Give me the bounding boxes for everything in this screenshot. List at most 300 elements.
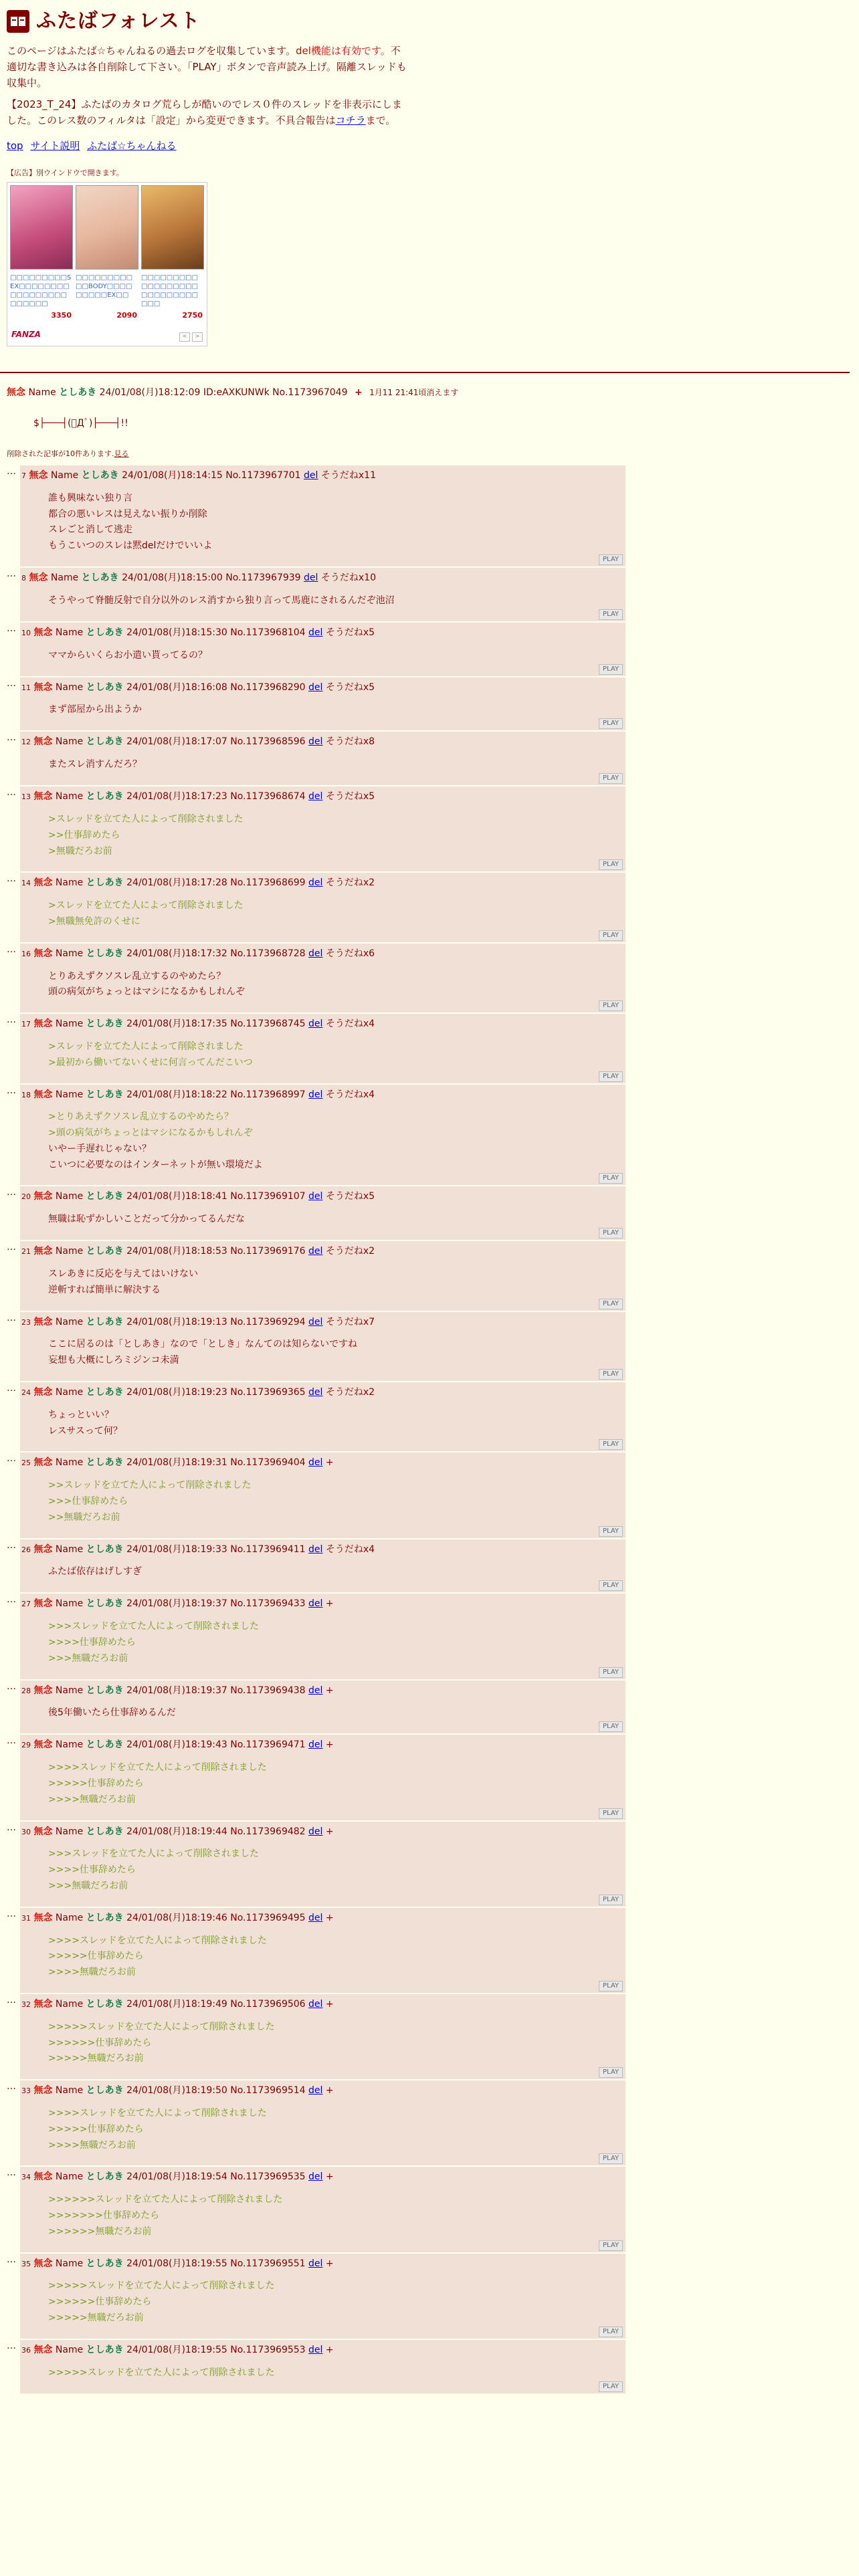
reply-marker: … <box>7 1312 15 1323</box>
ad-image[interactable] <box>141 185 204 270</box>
post-datetime: 24/01/08(月)18:17:28 <box>126 877 227 889</box>
post-header <box>21 1997 623 2013</box>
name-label: Name <box>55 1912 84 1923</box>
name-label: Name <box>55 1998 84 2010</box>
play-button[interactable]: PLAY <box>599 2240 623 2251</box>
post-number[interactable]: No.1173968699 <box>230 877 306 889</box>
reply-marker: … <box>7 1539 15 1551</box>
del-link[interactable]: del <box>308 1739 323 1751</box>
sodane-button[interactable]: + <box>325 2258 334 2269</box>
futaba-link[interactable]: ふたば☆ちゃんねる <box>87 140 177 152</box>
reply-row <box>7 1908 852 1993</box>
post-datetime: 24/01/08(月)18:15:00 <box>122 572 223 583</box>
reply-row <box>7 623 852 676</box>
post-header <box>21 1016 623 1033</box>
sodane-button[interactable]: + <box>325 2171 334 2183</box>
sodane-button[interactable]: そうだねx4 <box>325 1018 375 1030</box>
reply-post <box>20 1312 626 1381</box>
quote-line: >>無職だろお前 <box>48 1511 120 1523</box>
sodane-button[interactable]: そうだねx6 <box>325 948 375 959</box>
play-button[interactable]: PLAY <box>599 554 623 565</box>
ad-label: 【広告】別ウインドウで開きます。 <box>7 169 124 177</box>
post-subject: 無念 <box>33 877 53 889</box>
poster-name: としあき <box>86 877 124 889</box>
sodane-button[interactable]: そうだねx5 <box>325 791 375 802</box>
ad-title[interactable]: □□□□□□□□□□□BODY□□□□□□□□□EX□□ <box>76 274 133 299</box>
reply-index: 21 <box>21 1247 31 1257</box>
post-body <box>48 1564 623 1580</box>
reply-marker: … <box>7 1242 15 1253</box>
del-link[interactable]: del <box>308 1598 323 1610</box>
body-line: 妄想も大概にしろミジンコ未満 <box>48 1355 179 1366</box>
post-header <box>21 1911 623 1927</box>
post-number[interactable]: No.1173969176 <box>230 1246 306 1257</box>
play-button[interactable]: PLAY <box>599 718 623 729</box>
ad-title[interactable]: □□□□□□□□□SEX□□□□□□□□□□□□□□□□□□□□□□□ <box>10 274 72 308</box>
reply-footer <box>21 667 623 676</box>
del-link[interactable]: del <box>308 736 323 748</box>
post-number[interactable]: No.1173969482 <box>230 1826 306 1837</box>
ad-image[interactable] <box>76 185 138 270</box>
poster-name: としあき <box>86 1316 124 1327</box>
del-link[interactable]: del <box>308 1191 323 1202</box>
body-line: こいつに必要なのはインターネットが無い環境だよ <box>48 1159 263 1170</box>
del-link[interactable]: del <box>308 1246 323 1257</box>
ad-title[interactable]: □□□□□□□□□□□□□□□□□□□□□□□□□□□□□□ <box>141 274 199 308</box>
reply-marker: … <box>7 873 15 885</box>
reply-index: 25 <box>21 1459 31 1468</box>
post-header <box>21 1683 623 1699</box>
post-datetime: 24/01/08(月)18:19:55 <box>126 2258 227 2269</box>
post-datetime: 24/01/08(月)18:17:23 <box>126 791 227 802</box>
body-line: ふたば依存はげしすぎ <box>48 1566 142 1578</box>
post-number[interactable]: No.1173969495 <box>230 1912 306 1923</box>
post-number[interactable]: No.1173969411 <box>230 1543 306 1555</box>
reply-post <box>20 1014 626 1083</box>
post-number[interactable]: No.1173967701 <box>225 469 301 481</box>
reply-footer <box>21 1670 623 1679</box>
reply-post <box>20 1908 626 1993</box>
body-line: レスサスって何？ <box>48 1425 122 1436</box>
post-header <box>21 2083 623 2099</box>
post-body <box>48 2106 623 2153</box>
post-body <box>48 1109 623 1173</box>
body-line: ちょっといい？ <box>48 1409 114 1420</box>
ad-item[interactable] <box>10 185 72 322</box>
poster-name: としあき <box>86 1739 124 1751</box>
del-link[interactable]: del <box>308 1387 323 1398</box>
ad-price: 2750 <box>182 310 203 320</box>
quote-line: >>>>無職だろお前 <box>48 2139 136 2151</box>
sodane-button[interactable]: そうだねx4 <box>325 1089 375 1100</box>
bug-report-link[interactable]: コチラ <box>335 114 366 126</box>
sodane-button[interactable]: + <box>325 1739 334 1751</box>
quote-line: >>>>スレッドを立てた人によって削除されました <box>48 1762 267 1774</box>
name-label: Name <box>55 1246 84 1257</box>
reply-footer <box>21 1176 623 1185</box>
del-link[interactable]: del <box>308 627 323 638</box>
post-datetime: 24/01/08(月)18:19:55 <box>126 2344 227 2355</box>
post-body <box>48 1039 623 1071</box>
sodane-button[interactable]: + <box>325 1998 334 2010</box>
play-button[interactable]: PLAY <box>599 1526 623 1537</box>
post-number[interactable]: No.1173968997 <box>230 1089 306 1100</box>
post-datetime: 24/01/08(月)18:19:23 <box>126 1387 227 1398</box>
name-label: Name <box>55 1316 84 1327</box>
del-link[interactable]: del <box>304 572 318 583</box>
reply-footer <box>21 612 623 621</box>
reply-row <box>7 1241 852 1310</box>
reply-row <box>7 2254 852 2339</box>
post-header <box>21 2256 623 2272</box>
sodane-button[interactable]: そうだねx4 <box>325 1543 375 1555</box>
reply-footer <box>21 776 623 785</box>
poster-name: としあき <box>86 1598 124 1610</box>
reply-footer <box>21 1983 623 1993</box>
poster-name: としあき <box>86 736 124 748</box>
poster-name: としあき <box>86 2171 124 2183</box>
play-button[interactable]: PLAY <box>599 773 623 784</box>
name-label: Name <box>55 791 84 802</box>
play-button[interactable]: PLAY <box>599 1721 623 1732</box>
reply-list <box>7 465 852 2393</box>
del-link[interactable]: del <box>308 1998 323 2010</box>
post-datetime: 24/01/08(月)18:19:46 <box>126 1912 227 1923</box>
ad-price: 3350 <box>51 310 72 320</box>
play-button[interactable]: PLAY <box>599 1228 623 1239</box>
reply-marker: … <box>7 944 15 955</box>
post-number[interactable]: No.1173969535 <box>230 2171 306 2183</box>
post-datetime: 24/01/08(月)18:17:07 <box>126 736 227 748</box>
reply-row <box>7 1453 852 1537</box>
quote-line: >>>スレッドを立てた人によって削除されました <box>48 1621 260 1632</box>
post-subject: 無念 <box>33 2344 53 2355</box>
post-body <box>48 1760 623 1808</box>
play-button[interactable]: PLAY <box>599 930 623 941</box>
post-number[interactable]: No.1173969471 <box>230 1739 306 1751</box>
play-button[interactable]: PLAY <box>599 1299 623 1309</box>
reply-index: 11 <box>21 683 31 692</box>
show-deleted-link[interactable]: 見る <box>114 449 129 459</box>
play-button[interactable]: PLAY <box>599 2327 623 2337</box>
post-number[interactable]: No.1173968290 <box>230 681 306 693</box>
play-button[interactable]: PLAY <box>599 609 623 620</box>
reply-post <box>20 1994 626 2079</box>
about-link[interactable]: サイト説明 <box>30 140 80 152</box>
post-datetime: 24/01/08(月)18:17:32 <box>126 948 227 959</box>
poster-name: としあき <box>86 2344 124 2355</box>
del-link[interactable]: del <box>304 469 318 481</box>
reply-post <box>20 677 626 731</box>
post-subject: 無念 <box>33 1018 53 1030</box>
poster-name: としあき <box>86 1089 124 1100</box>
reply-footer <box>21 1811 623 1820</box>
reply-post <box>20 623 626 676</box>
reply-row <box>7 1186 852 1240</box>
post-number[interactable]: No.1173969553 <box>230 2344 306 2355</box>
sodane-button[interactable]: + <box>325 2344 334 2355</box>
reply-index: 14 <box>21 879 31 888</box>
post-number[interactable]: No.1173967049 <box>272 387 348 398</box>
post-body <box>48 648 623 664</box>
ad-next-button[interactable]: > <box>192 332 203 342</box>
poster-name: としあき <box>86 1998 124 2010</box>
sodane-button[interactable]: そうだねx5 <box>325 627 375 638</box>
post-datetime: 24/01/08(月)18:16:08 <box>126 681 227 693</box>
post-body <box>48 969 623 1001</box>
sodane-button[interactable]: そうだねx2 <box>325 1387 375 1398</box>
post-number[interactable]: No.1173969404 <box>230 1457 306 1469</box>
poster-name: としあき <box>59 387 97 398</box>
body-line: とりあえずクソスレ乱立するのやめたら？ <box>48 970 226 982</box>
ad-brand-logo[interactable]: FANZA <box>11 330 41 340</box>
post-subject: 無念 <box>33 1826 53 1837</box>
play-button[interactable]: PLAY <box>599 664 623 675</box>
poster-name: としあき <box>86 1246 124 1257</box>
post-header <box>21 1244 623 1260</box>
reply-post <box>20 2080 626 2165</box>
play-button[interactable]: PLAY <box>599 1369 623 1380</box>
reply-row <box>7 2340 852 2393</box>
reply-marker: … <box>7 465 15 477</box>
sodane-button[interactable]: そうだねx5 <box>325 681 375 693</box>
body-line: 都合の悪いレスは見えない振りか削除 <box>48 508 207 520</box>
body-line: 後5年働いたら仕事辞めるんだ <box>48 1707 176 1719</box>
quote-line: >無職無免許のくせに <box>48 916 140 927</box>
notice-intro <box>7 43 408 91</box>
post-number[interactable]: No.1173969107 <box>230 1191 306 1202</box>
reply-marker: … <box>7 1681 15 1692</box>
play-button[interactable]: PLAY <box>599 1808 623 1819</box>
reply-footer <box>21 2156 623 2165</box>
del-link[interactable]: del <box>308 877 323 889</box>
top-link[interactable]: top <box>7 140 23 152</box>
poster-name: としあき <box>86 681 124 693</box>
post-header <box>21 468 623 484</box>
reply-marker: … <box>7 1822 15 1833</box>
body-line: 無職は恥ずかしいことだって分かってるんだな <box>48 1214 245 1225</box>
del-link[interactable]: del <box>308 1912 323 1923</box>
poster-name: としあき <box>86 791 124 802</box>
post-body <box>48 1478 623 1525</box>
reply-index: 18 <box>21 1090 31 1099</box>
post-body <box>48 2020 623 2067</box>
reply-post <box>20 1453 626 1537</box>
post-number[interactable]: No.1173968596 <box>230 736 306 748</box>
ad-price: 2090 <box>116 310 137 320</box>
post-number[interactable]: No.1173968728 <box>230 948 306 959</box>
deleted-posts-note <box>7 448 852 460</box>
name-label: Name <box>55 736 84 748</box>
del-link[interactable]: del <box>308 2258 323 2269</box>
reply-post <box>20 2340 626 2393</box>
sodane-button[interactable]: そうだねx10 <box>320 572 376 583</box>
sodane-button[interactable]: そうだねx2 <box>325 877 375 889</box>
reply-post <box>20 568 626 621</box>
quote-line: >>>>>スレッドを立てた人によって削除されました <box>48 2280 275 2292</box>
post-number[interactable]: No.1173969433 <box>230 1598 306 1610</box>
reply-post <box>20 1382 626 1451</box>
ad-item[interactable] <box>141 185 203 322</box>
quote-line: >>>>>無職だろお前 <box>48 2053 144 2064</box>
reply-row <box>7 1822 852 1907</box>
post-number[interactable]: No.1173968674 <box>230 791 306 802</box>
reply-row <box>7 568 852 621</box>
reply-marker: … <box>7 787 15 798</box>
quote-line: >>>>>仕事辞めたら <box>48 2123 144 2135</box>
play-button[interactable]: PLAY <box>599 2381 623 2392</box>
del-link[interactable]: del <box>308 681 323 693</box>
post-header <box>21 2343 623 2359</box>
play-button[interactable]: PLAY <box>599 1580 623 1591</box>
post-subject: 無念 <box>33 1246 53 1257</box>
post-number[interactable]: No.1173969438 <box>230 1685 306 1696</box>
post-number[interactable]: No.1173968745 <box>230 1018 306 1030</box>
post-subject: 無念 <box>33 1912 53 1923</box>
notice-text: まで。 <box>365 114 396 126</box>
post-number[interactable]: No.1173967939 <box>225 572 301 583</box>
sodane-button[interactable]: そうだねx7 <box>325 1316 375 1327</box>
notice-update <box>7 96 408 128</box>
name-label: Name <box>55 2258 84 2269</box>
del-link[interactable]: del <box>308 2171 323 2183</box>
del-link[interactable]: del <box>308 1089 323 1100</box>
poster-name: としあき <box>86 1826 124 1837</box>
name-label: Name <box>28 387 56 398</box>
del-link[interactable]: del <box>308 1018 323 1030</box>
post-number[interactable]: No.1173969506 <box>230 1998 306 2010</box>
quote-line: >>>>スレッドを立てた人によって削除されました <box>48 2107 267 2119</box>
del-link[interactable]: del <box>308 1826 323 1837</box>
post-datetime: 24/01/08(月)18:19:13 <box>126 1316 227 1327</box>
post-datetime: 24/01/08(月)18:19:31 <box>126 1457 227 1469</box>
post-header <box>21 875 623 891</box>
sodane-button[interactable]: + <box>325 1457 334 1469</box>
play-button[interactable]: PLAY <box>599 1071 623 1082</box>
post-header <box>21 734 623 750</box>
reply-row <box>7 1014 852 1083</box>
body-line: ここに居るのは「としあき」なので「としき」なんてのは知らないですね <box>48 1339 357 1350</box>
name-label: Name <box>55 2171 84 2183</box>
reply-index: 24 <box>21 1388 31 1398</box>
poster-name: としあき <box>86 1685 124 1696</box>
name-label: Name <box>55 1457 84 1469</box>
play-button[interactable]: PLAY <box>599 1439 623 1450</box>
post-number[interactable]: No.1173969294 <box>230 1316 306 1327</box>
post-body <box>48 491 623 554</box>
reply-footer <box>21 933 623 942</box>
post-number[interactable]: No.1173969365 <box>230 1387 306 1398</box>
play-button[interactable]: PLAY <box>599 1667 623 1678</box>
del-link[interactable]: del <box>308 1685 323 1696</box>
name-label: Name <box>55 1387 84 1398</box>
del-link[interactable]: del <box>308 948 323 959</box>
post-body <box>48 593 623 609</box>
reply-marker: … <box>7 1014 15 1026</box>
reply-row <box>7 732 852 785</box>
reply-row <box>7 873 852 942</box>
sodane-button[interactable]: そうだねx8 <box>325 736 375 748</box>
reply-marker: … <box>7 1994 15 2006</box>
sodane-button[interactable]: + <box>325 1912 334 1923</box>
del-link[interactable]: del <box>308 1457 323 1469</box>
reply-footer <box>21 721 623 730</box>
poster-name: としあき <box>86 1543 124 1555</box>
quote-line: >>>>スレッドを立てた人によって削除されました <box>48 1935 267 1946</box>
del-link[interactable]: del <box>308 2085 323 2097</box>
post-subject: 無念 <box>33 948 53 959</box>
sodane-button[interactable]: + <box>325 1826 334 1837</box>
quote-line: >>>仕事辞めたら <box>48 1496 128 1507</box>
sodane-button[interactable]: + <box>325 1685 334 1696</box>
post-number[interactable]: No.1173969514 <box>230 2085 306 2097</box>
reply-index: 32 <box>21 2000 31 2009</box>
post-number[interactable]: No.1173968104 <box>230 627 306 638</box>
reply-row <box>7 1539 852 1593</box>
quote-line: >>>>仕事辞めたら <box>48 1637 136 1648</box>
ad-item[interactable] <box>76 185 137 322</box>
play-button[interactable]: PLAY <box>599 1000 623 1011</box>
post-body <box>48 1619 623 1667</box>
reply-post <box>20 1681 626 1734</box>
sodane-button[interactable]: + <box>325 1598 334 1610</box>
del-link[interactable]: del <box>308 1316 323 1327</box>
sodane-button[interactable]: + <box>325 2085 334 2097</box>
logo-icon <box>7 10 29 33</box>
del-link[interactable]: del <box>308 1543 323 1555</box>
ad-image[interactable] <box>10 185 73 270</box>
reply-marker: … <box>7 1187 15 1198</box>
quote-line: >>>>>無職だろお前 <box>48 2312 144 2323</box>
reply-post <box>20 465 626 566</box>
reply-marker: … <box>7 1908 15 1919</box>
del-link[interactable]: del <box>308 2344 323 2355</box>
play-button[interactable]: PLAY <box>599 2067 623 2078</box>
sodane-button[interactable]: そうだねx5 <box>325 1191 375 1202</box>
post-subject: 無念 <box>33 1998 53 2010</box>
reply-index: 16 <box>21 949 31 958</box>
reply-post <box>20 2254 626 2339</box>
sodane-button[interactable]: そうだねx2 <box>325 1246 375 1257</box>
reply-marker: … <box>7 1735 15 1747</box>
del-link[interactable]: del <box>308 791 323 802</box>
poster-name: としあき <box>86 2258 124 2269</box>
body-line: 頭の病気がちょっとはマシになるかもしれんぞ <box>48 986 245 998</box>
play-button[interactable]: PLAY <box>599 1173 623 1184</box>
play-button[interactable]: PLAY <box>599 2153 623 2164</box>
reply-index: 10 <box>21 628 31 637</box>
post-subject: 無念 <box>7 387 25 398</box>
post-header <box>21 946 623 962</box>
reply-footer <box>21 2329 623 2339</box>
play-button[interactable]: PLAY <box>599 1981 623 1992</box>
body-line: もうこいつのスレは黙delだけでいいよ <box>48 540 213 552</box>
post-datetime: 24/01/08(月)18:19:44 <box>126 1826 227 1837</box>
ad-prev-button[interactable]: < <box>179 332 190 342</box>
play-button[interactable]: PLAY <box>599 1895 623 1905</box>
sodane-button[interactable]: + <box>354 387 363 398</box>
post-header <box>21 1542 623 1558</box>
post-body: $├───┤(ﾟДﾟ)├───┤!! <box>33 417 128 429</box>
post-number[interactable]: No.1173969551 <box>230 2258 306 2269</box>
sodane-button[interactable]: そうだねx11 <box>320 469 376 481</box>
quote-line: >スレッドを立てた人によって削除されました <box>48 900 244 911</box>
reply-footer <box>21 1583 623 1592</box>
play-button[interactable]: PLAY <box>599 859 623 870</box>
ad-pager <box>179 332 203 342</box>
post-subject: 無念 <box>33 1685 53 1696</box>
reply-row <box>7 1735 852 1820</box>
